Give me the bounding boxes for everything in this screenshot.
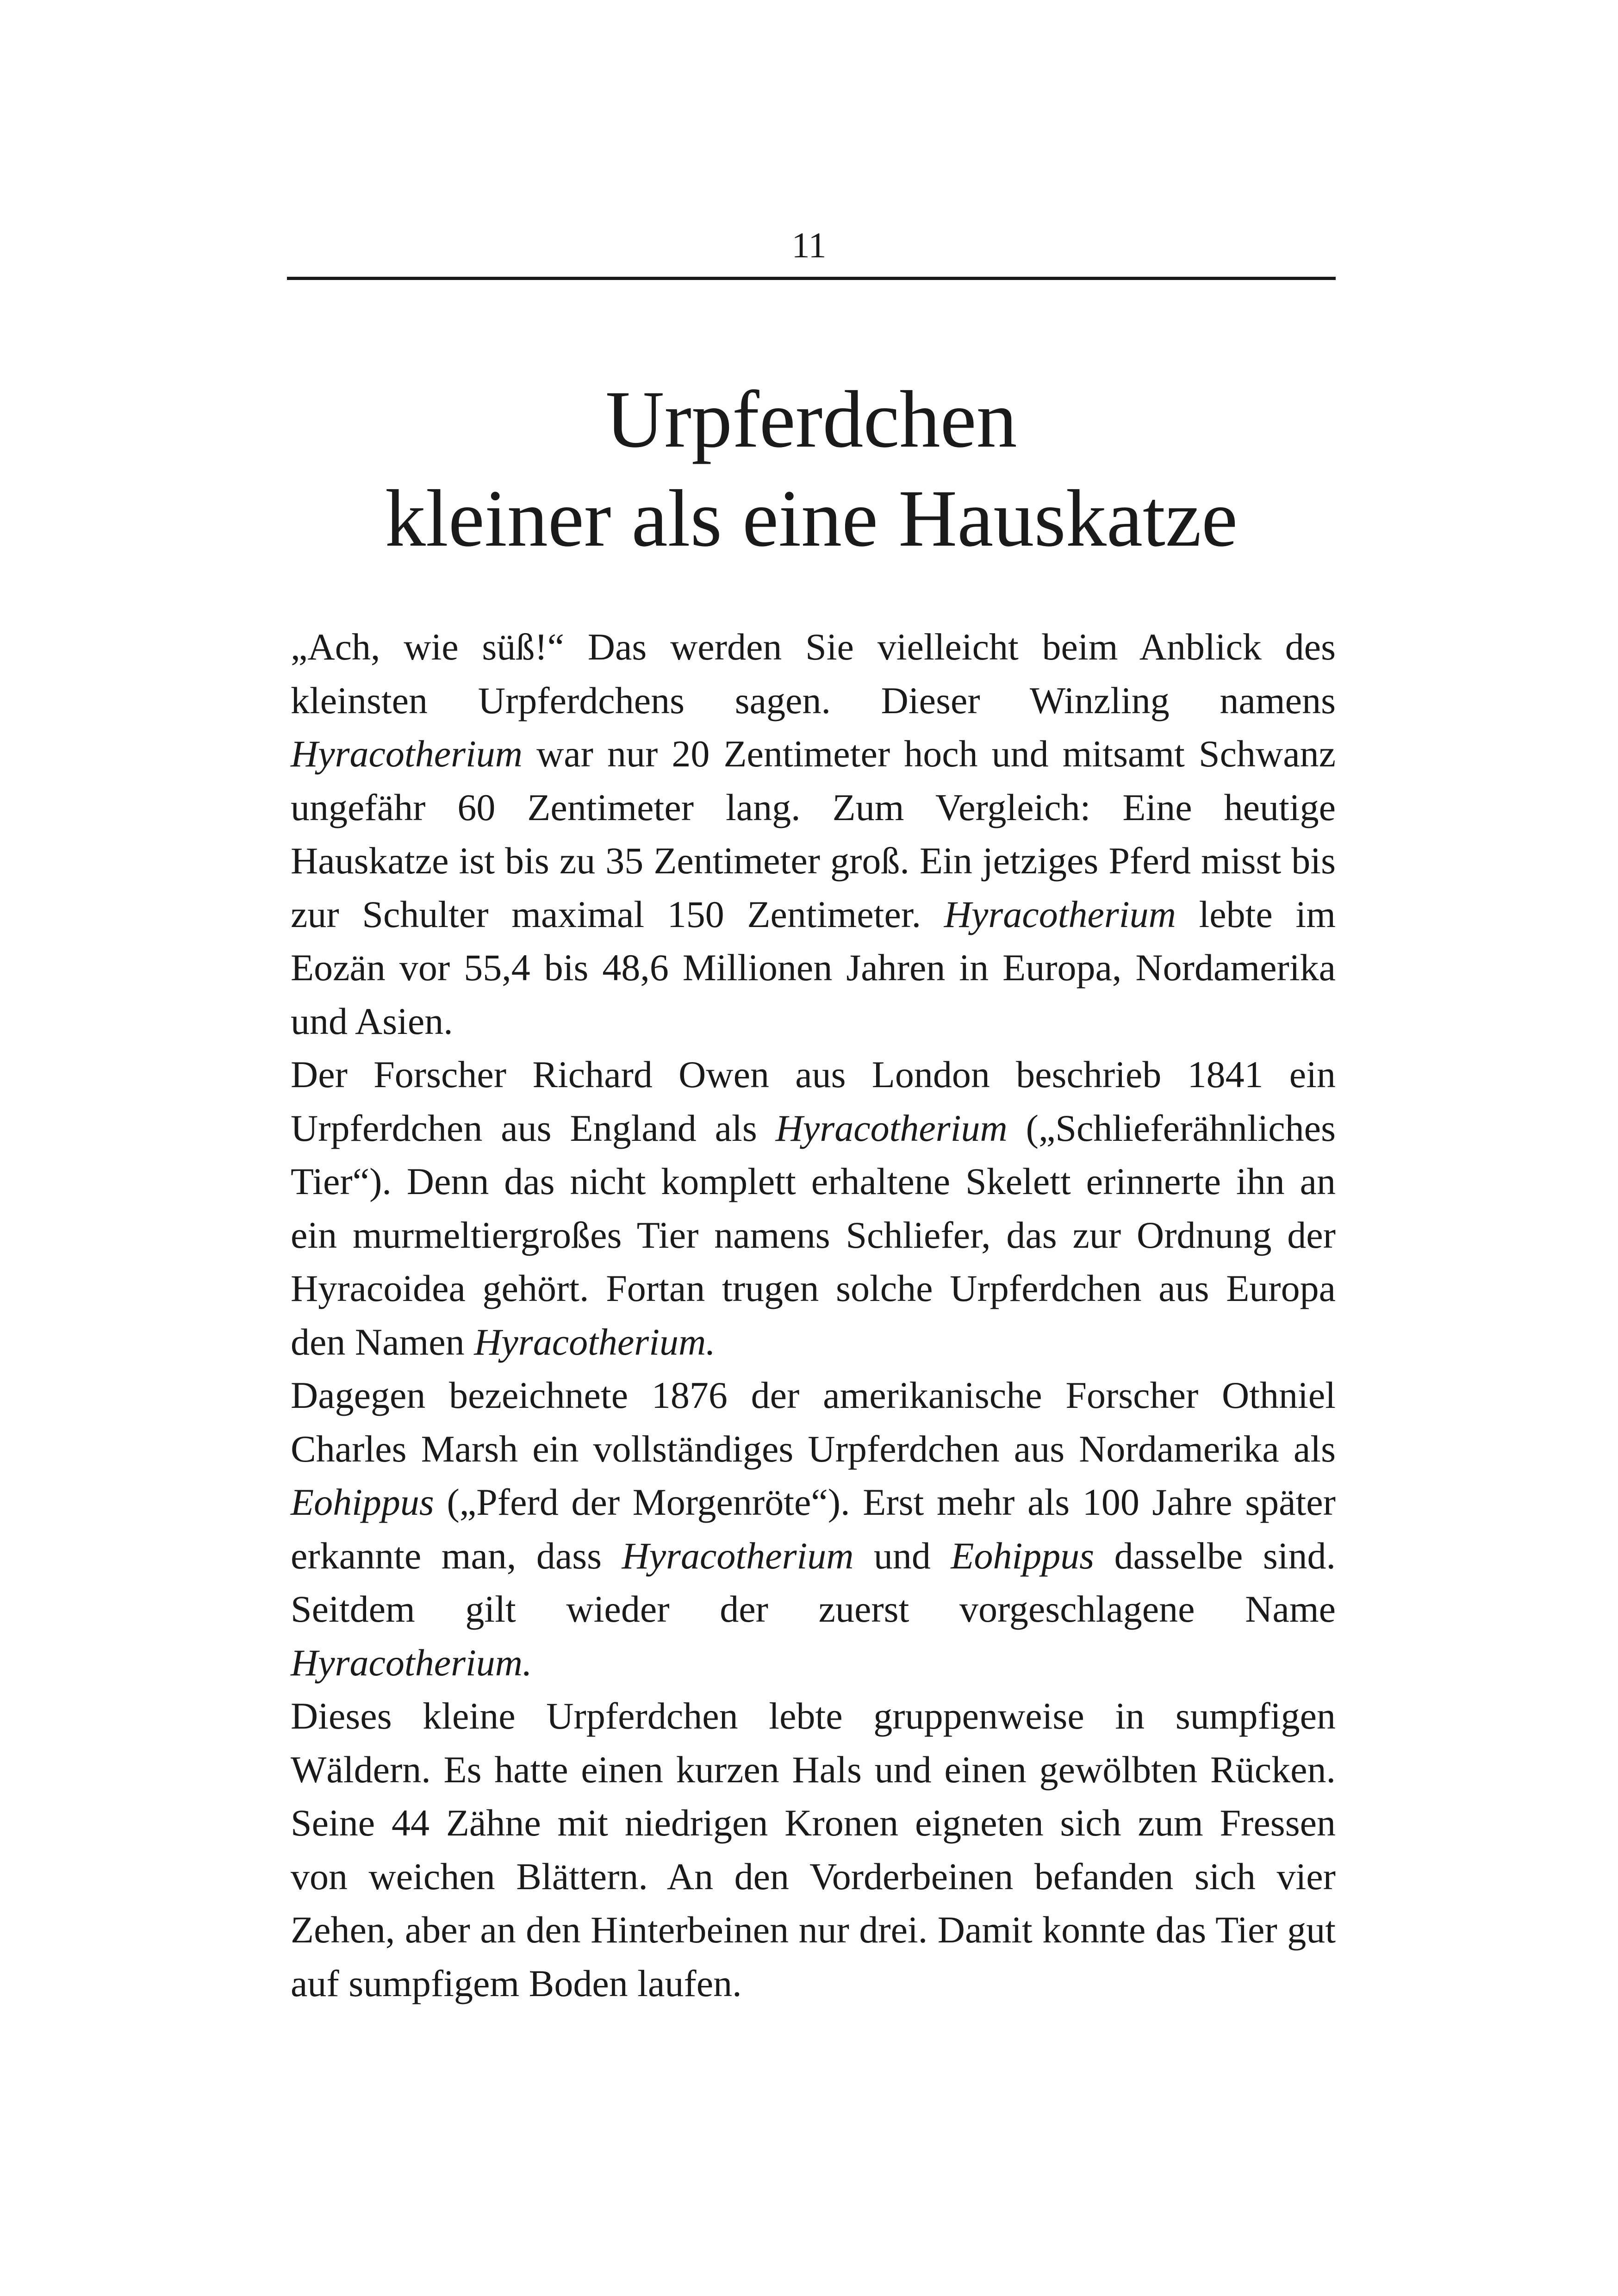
text-run: lebte im Eozän vor 55,4 bis 48,6 Millionen Jahren in Europa, Nordamerika und Asien. [291, 893, 1336, 1042]
italic-term: Eohippus [291, 1481, 434, 1523]
paragraph [291, 1369, 1336, 1689]
page-number: 11 [791, 225, 827, 265]
body-text [291, 620, 1336, 2010]
italic-term: Hyracotherium. [291, 1641, 532, 1684]
text-run: Dagegen bezeichnete 1876 der amerikanische Forscher Othniel Charles Marsh ein vollständiges Urpferdchen aus Nordamerika als [291, 1374, 1336, 1470]
chapter-title [287, 370, 1336, 568]
italic-term: Hyracotherium [944, 893, 1176, 935]
text-run: war nur 20 Zentimeter hoch und mitsamt Schwanz ungefähr 60 Zentimeter lang. Zum Vergleich: Eine heutige Hauskatze ist bis zu 35 Zentimeter groß. Ein jetziges Pferd misst bis zur Schulter maximal 150 Zentimeter. [291, 733, 1336, 935]
text-run: („Schlieferähnliches Tier“). Denn das nicht komplett erhaltene Skelett erinnerte ihn an ein murmeltiergroßes Tier namens Schliefer, das zur Ordnung der Hyracoidea gehört. Fortan trugen solche Urpferdchen aus Europa den Namen [291, 1107, 1336, 1363]
text-run: („Pferd der Morgenröte“). Erst mehr als 100 Jahre später erkannte man, dass [291, 1481, 1336, 1577]
chapter-title-line-1: Urpferdchen [605, 374, 1017, 465]
text-run: Dieses kleine Urpferdchen lebte gruppenweise in sumpfigen Wäldern. Es hatte einen kurzen Hals und einen gewölbten Rücken. Seine 44 Zähne mit niedrigen Kronen eigneten sich zum Fressen von weichen Blättern. An den Vorderbeinen befanden sich vier Zehen, aber an den Hinterbeinen nur drei. Damit konnte das Tier gut auf sumpfigem Boden laufen. [291, 1695, 1336, 2004]
paragraph [291, 1048, 1336, 1369]
italic-term: Hyracotherium. [474, 1320, 716, 1363]
italic-term: Eohippus [951, 1534, 1095, 1577]
paragraph [291, 1689, 1336, 2010]
italic-term: Hyracotherium [291, 733, 523, 775]
italic-term: Hyracotherium [622, 1534, 854, 1577]
chapter-title-line-2: kleiner als eine Hauskatze [385, 473, 1238, 564]
text-run: „Ach, wie süß!“ Das werden Sie vielleicht beim Anblick des kleinsten Urpferdchens sagen. Dieser Winzling namens [291, 626, 1336, 722]
text-run: und [853, 1534, 951, 1577]
italic-term: Hyracotherium [775, 1107, 1008, 1149]
paragraph [291, 620, 1336, 1048]
header-rule [287, 277, 1336, 280]
text-run: Der Forscher Richard Owen aus London beschrieb 1841 ein Urpferdchen aus England als [291, 1053, 1336, 1149]
text-run: dasselbe sind. Seitdem gilt wieder der zuerst vorgeschlagene Name [291, 1534, 1336, 1630]
